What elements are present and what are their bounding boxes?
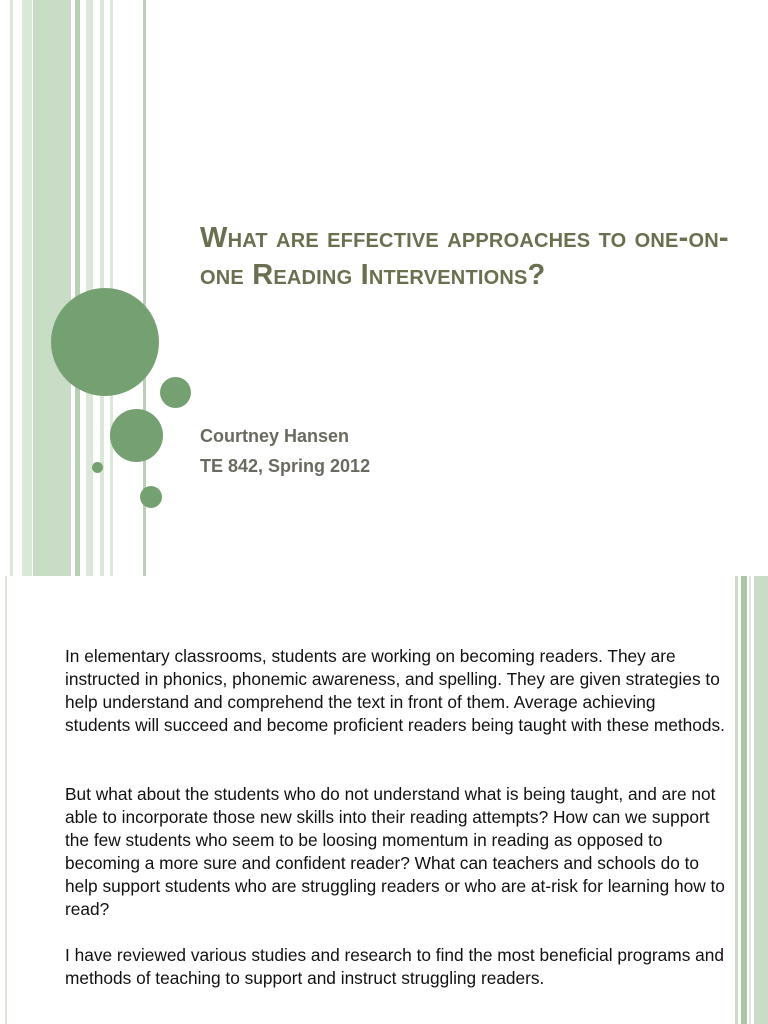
decorative-circle bbox=[110, 409, 163, 462]
decorative-stripe bbox=[22, 0, 32, 576]
decorative-stripe bbox=[735, 576, 738, 1024]
paragraph-review: I have reviewed various studies and research to find the most beneficial programs and methods of teaching to support and instruct struggling readers. bbox=[65, 945, 724, 988]
slide-title: What are effective approaches to one-on-one Reading Interventions? bbox=[200, 222, 729, 291]
content-slide bbox=[0, 576, 768, 1024]
decorative-circle-small bbox=[92, 462, 103, 473]
decorative-stripe bbox=[749, 576, 751, 1024]
decorative-stripe bbox=[75, 0, 80, 576]
decorative-stripe bbox=[5, 576, 7, 1024]
paragraph-intro: In elementary classrooms, students are working on becoming readers. They are instructed in phonics, phonemic awareness, and spelling. They are given strategies to help understand and comprehend the text in front of them. Average achieving students will succeed and become proficient readers being taught with these methods. bbox=[65, 646, 725, 735]
decorative-stripe bbox=[741, 576, 747, 1024]
author-name: Courtney Hansen bbox=[200, 426, 350, 446]
decorative-stripe bbox=[86, 0, 93, 576]
decorative-stripe bbox=[10, 0, 13, 576]
decorative-circle-large bbox=[51, 288, 159, 396]
decorative-stripe bbox=[33, 0, 71, 576]
decorative-stripe bbox=[754, 576, 768, 1024]
paragraph-question: But what about the students who do not understand what is being taught, and are not able to incorporate those new skills into their reading attempts? How can we support the few students who seem to be loosing momentum in reading as opposed to becoming a more sure and confident reader? What can teachers and schools do to help support students who are struggling readers or who are at-risk for learning how to read? bbox=[65, 784, 725, 919]
course-info: TE 842, Spring 2012 bbox=[200, 456, 371, 476]
decorative-circle bbox=[140, 486, 162, 508]
decorative-circle bbox=[160, 377, 191, 408]
